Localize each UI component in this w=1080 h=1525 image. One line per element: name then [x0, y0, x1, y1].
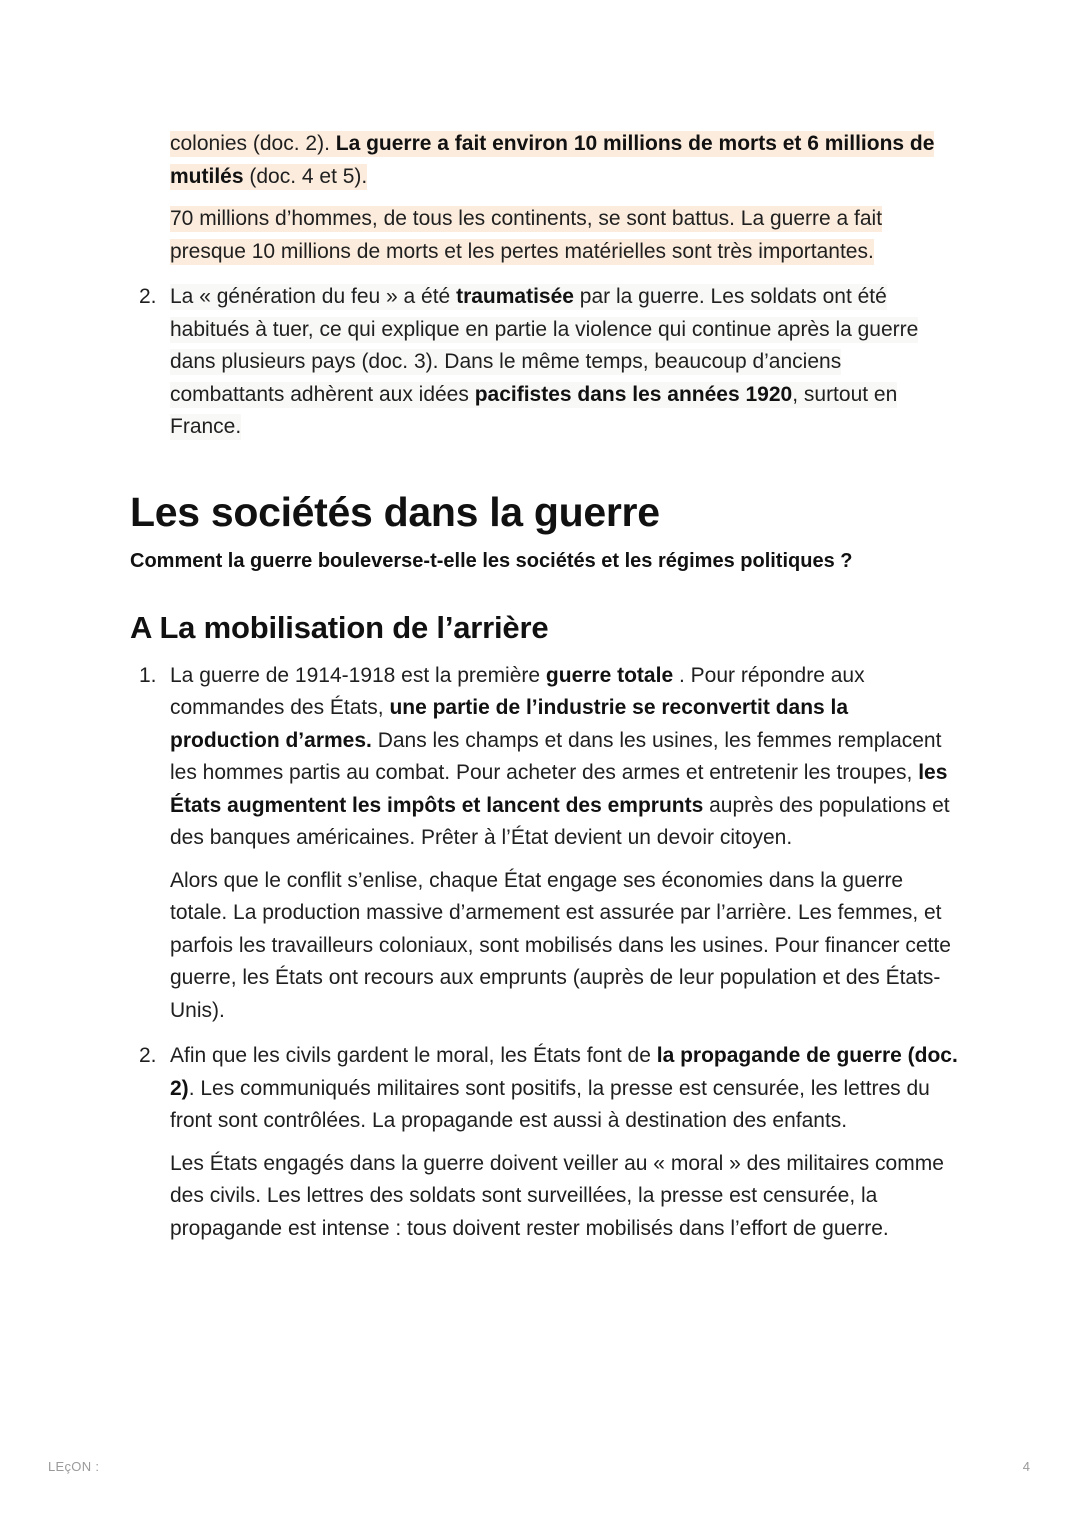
- list-item-text: Afin que les civils gardent le moral, les États font de la propagande de guerre (doc. 2). Les communiqués militaires sont positifs, la presse est censurée, les lettres du front sont contrôlées. La propagande est aussi à destination des enfants.: [170, 1044, 958, 1132]
- page-content: [130, 128, 960, 1245]
- section-title: Les sociétés dans la guerre: [130, 488, 660, 535]
- bold-propagande: la propagande de guerre (doc. 2): [170, 1044, 958, 1100]
- para1-text-b: (doc. 4 et 5).: [243, 164, 368, 188]
- continued-paragraph: [130, 128, 960, 193]
- list-number: 1.: [139, 663, 157, 687]
- bold-guerre-totale: guerre totale: [545, 663, 674, 687]
- bold-emprunts: les États augmentent les impôts et lancent des emprunts: [170, 761, 948, 817]
- bold-pacifistes: pacifistes dans les années 1920: [474, 382, 793, 406]
- section-question: Comment la guerre bouleverse-t-elle les sociétés et les régimes politiques ?: [130, 549, 853, 572]
- bold-industrie: une partie de l’industrie se reconvertit dans la production d’armes.: [170, 696, 849, 752]
- para1-bold: La guerre a fait environ 10 millions de morts et 6 millions de mutilés: [170, 132, 935, 188]
- summary-paragraph-losses: [130, 203, 960, 268]
- list-number: 2.: [139, 1044, 157, 1067]
- footer-page-number: 4: [1022, 1459, 1030, 1474]
- list-item-propagande: [130, 1040, 960, 1245]
- summary-paragraph-economie: Alors que le conflit s’enlise, chaque État engage ses économies dans la guerre totale. La production massive d’armement est assurée par l’arrière. Les femmes, et parfois les travailleurs coloniaux, sont mobilisés dans les usines. Pour financer cette guerre, les États ont recours aux emprunts (auprès de leur population et des États-Unis).: [170, 868, 951, 1022]
- list-item-guerre-totale: [130, 660, 960, 1028]
- bold-traumatisee: traumatisée: [456, 285, 574, 308]
- list-number: 2.: [139, 285, 157, 308]
- para1-text-a: colonies (doc. 2).: [170, 132, 336, 155]
- list-item-text: La guerre de 1914-1918 est la première guerre totale . Pour répondre aux commandes des États, une partie de l’industrie se reconvertit dans la production d’armes. Dans les champs et dans les usines, les femmes remplacent les hommes partis au combat. Pour acheter des armes et entretenir les troupes, les États augmentent les impôts et lancent des emprunts auprès des populations et des banques américaines. Prêter à l’État devient un devoir citoyen.: [170, 663, 950, 849]
- summary-paragraph-moral: Les États engagés dans la guerre doivent veiller au « moral » des militaires comme des civils. Les lettres des soldats sont surveillées, la presse est censurée, la propagande est intense : tous doivent rester mobilisés dans l’effort de guerre.: [170, 1151, 944, 1240]
- footer-lesson-label: LEçON :: [48, 1459, 100, 1474]
- subsection-title: A La mobilisation de l’arrière: [130, 609, 549, 645]
- summary-losses-text: 70 millions d’hommes, de tous les continents, se sont battus. La guerre a fait presque 10 millions de morts et les pertes matérielles sont très importantes.: [170, 207, 883, 263]
- list-item-generation-du-feu: [130, 281, 960, 444]
- list-item-text: La « génération du feu » a été traumatisée par la guerre. Les soldats ont été habitués à tuer, ce qui explique en partie la violence qui continue après la guerre dans plusieurs pays (doc. 3). Dans le même temps, beaucoup d’anciens combattants adhèrent aux idées pacifistes dans les années 1920, surtout en France.: [170, 285, 919, 438]
